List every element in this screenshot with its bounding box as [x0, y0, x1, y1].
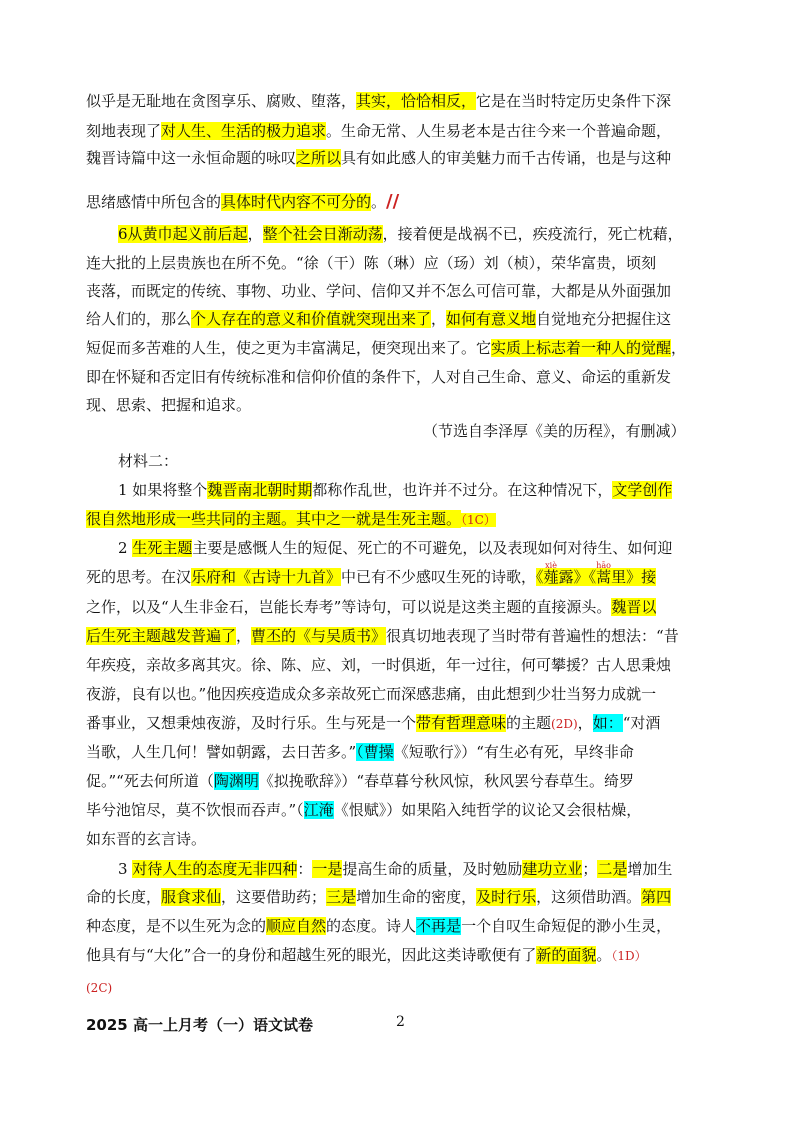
text-line: [86, 712, 660, 735]
annotation-mark: （1C）: [461, 513, 496, 527]
cyan-highlighted-text: 不再是: [416, 917, 462, 935]
text-span: 当歌，人生几何！譬如朝露，去日苦多。”: [86, 743, 357, 761]
text-span: 具有如此感人的审美魅力而千古传诵，也是与这种: [341, 149, 672, 167]
text-span: ；: [582, 860, 598, 878]
text-span: 似乎是无耻地在贪图享乐、腐败、堕落，: [86, 92, 357, 110]
annotation-mark: //: [386, 191, 400, 212]
highlighted-text: 建功立业: [522, 860, 583, 878]
text-line: [118, 223, 683, 245]
text-line: [86, 394, 251, 416]
highlighted-text: 顺应自然: [266, 917, 327, 935]
text-line: [118, 537, 672, 559]
highlighted-text: 曹丕的《与吴质书》: [251, 627, 387, 645]
text-span: 连大批的上层贵族也在所不免。“徐（干）陈（琳）应（玚）刘（桢），荣华富贵，顷刻: [86, 254, 657, 272]
highlighted-text: 整个社会日渐动荡: [262, 225, 383, 243]
text-span: ，: [577, 714, 593, 732]
text-span: ，这要借助药；: [221, 888, 327, 906]
highlighted-text: 6: [118, 225, 128, 243]
pinyin-annotation: hāo: [596, 561, 611, 570]
text-span: 丧落，而既定的传统、事物、功业、学问、信仰又并不怎么可信可靠，大都是从外面强加: [86, 282, 672, 300]
text-line: [86, 625, 679, 647]
text-span: 《短歌行》）“有生必有死，早终非命: [393, 743, 634, 761]
highlighted-text: 对人生、生活的极力追求: [161, 122, 327, 140]
text-span: 如东晋的玄言诗。: [86, 830, 207, 848]
text-span: 1 如果将整个: [118, 481, 208, 499]
text-line: [86, 280, 671, 302]
text-span: “对酒: [622, 714, 661, 732]
pinyin-annotation: xiè: [545, 561, 557, 570]
text-line: [86, 654, 671, 676]
text-line: [86, 799, 641, 821]
text-line: [86, 944, 647, 967]
text-span: 年疾疫，亲故多离其灾。徐、陈、应、刘，一时俱逝，年一过往，何可攀援？古人思秉烛: [86, 656, 672, 674]
text-span: ，这须借助酒。: [536, 888, 642, 906]
text-line: [86, 90, 671, 112]
text-span: 。: [371, 193, 387, 211]
highlighted-text: 魏晋以: [611, 598, 657, 616]
cyan-highlighted-text: 陶渊明: [213, 772, 259, 790]
highlighted-text: 接: [641, 568, 657, 586]
highlighted-text: 具体时代内容不可分的: [221, 193, 372, 211]
highlighted-text: 个人存在的意义和价值就突现出来了: [191, 310, 432, 328]
text-line: [423, 420, 686, 442]
text-span: 夜游，良有以也。”他因疾疫造成众多亲故死亡而深感悲痛，由此想到少壮当努力成就一: [86, 685, 657, 703]
text-line: [86, 120, 671, 142]
text-span: 中已有不少感叹生死的诗歌，: [341, 568, 537, 586]
highlighted-text: 及时行乐: [476, 888, 537, 906]
cyan-highlighted-text: 如：: [592, 714, 623, 732]
text-span: 刻地表现了: [86, 122, 162, 140]
text-span: 自觉地充分把握住这: [536, 310, 672, 328]
text-line: [86, 366, 671, 388]
highlighted-text: 后生死主题越发普遍了: [86, 627, 237, 645]
text-span: ，: [671, 339, 687, 357]
text-span: 魏晋诗篇中这一永恒命题的咏叹: [86, 149, 297, 167]
highlighted-text: 从黄巾起义前后起: [127, 225, 248, 243]
text-line: [86, 886, 671, 908]
text-span: 主要是感慨人生的短促、死亡的不可避免，以及表现如何对待生、如何迎: [192, 539, 673, 557]
text-span: 给人们的，那么: [86, 310, 192, 328]
text-line: [86, 976, 112, 999]
text-line: [86, 828, 206, 850]
text-span: （节选自李泽厚《美的历程》，有删减）: [423, 422, 686, 440]
text-line: [86, 308, 671, 330]
text-span: 它是在当时特定历史条件下深: [476, 92, 672, 110]
highlighted-text: 魏晋南北朝时期: [207, 481, 313, 499]
text-span: 3: [118, 860, 133, 878]
highlighted-text: 文学创作: [612, 481, 673, 499]
page-number: 2: [396, 1014, 405, 1030]
annotation-mark: (2D): [551, 717, 578, 731]
text-span: 提高生命的质量，及时勉励: [342, 860, 523, 878]
highlighted-text: 乐府和《古诗十九首》: [191, 568, 342, 586]
text-span: ，: [236, 627, 252, 645]
text-line: [86, 915, 671, 937]
text-line: [86, 683, 656, 705]
highlighted-text: 新的面貌: [536, 946, 597, 964]
text-span: 《恨赋》）如果陷入纯哲学的议论又会很枯燥，: [333, 801, 642, 819]
highlighted-text: 二是: [597, 860, 628, 878]
text-line: [118, 450, 178, 472]
highlighted-text: 其实，恰恰相反，: [356, 92, 477, 110]
text-span: 增加生: [627, 860, 673, 878]
highlighted-text: 很自然地形成一些共同的主题。其中之一就是生死主题。: [86, 510, 462, 528]
text-span: 一个自叹生命短促的渺小生灵，: [461, 917, 672, 935]
text-span: 番事业，又想秉烛夜游，及时行乐。生与死是一个: [86, 714, 417, 732]
text-span: ：: [297, 860, 313, 878]
text-line: [86, 337, 686, 359]
text-line: [86, 147, 671, 169]
text-span: 促。”“死去何所道（: [86, 772, 214, 790]
text-span: 死的思考。在汉: [86, 568, 192, 586]
text-line: [86, 596, 656, 618]
text-line: [118, 858, 672, 880]
text-line: [86, 191, 399, 213]
text-span: 都称作乱世，也许并不过分。在这种情况下，: [312, 481, 613, 499]
text-span: 。: [596, 946, 612, 964]
highlighted-text: 三是: [326, 888, 357, 906]
highlighted-text: 一是: [312, 860, 343, 878]
text-span: 他具有与“大化”合一的身份和超越生死的眼光，因此这类诗歌便有了: [86, 946, 537, 964]
text-span: 。生命无常、人生易老本是古往今来一个普遍命题，: [326, 122, 672, 140]
highlighted-text: 《 xiè 薤露》《 hāo 蒿里》: [536, 568, 641, 586]
text-line: [86, 252, 656, 274]
text-span: ，: [247, 225, 263, 243]
text-line: [118, 479, 672, 501]
text-span: 毕兮池馆尽，莫不饮恨而吞声。”（: [86, 801, 304, 819]
text-span: 的态度。诗人: [326, 917, 417, 935]
highlighted-text: 带有哲理意味: [416, 714, 507, 732]
text-span: 现、思索、把握和追求。: [86, 396, 252, 414]
text-line: [86, 741, 634, 763]
annotation-mark: （1D）: [611, 949, 647, 963]
highlighted-text: 如何有意义地: [446, 310, 537, 328]
text-span: 2: [118, 539, 133, 557]
text-span: 思绪感情中所包含的: [86, 193, 222, 211]
text-span: 增加生命的密度，: [356, 888, 477, 906]
text-line: [86, 508, 496, 531]
text-span: 之作，以及“人生非金石，岂能长寿考”等诗句，可以说是这类主题的直接源头。: [86, 598, 612, 616]
text-span: 短促而多苦难的人生，使之更为丰富满足，便突现出来了。它: [86, 339, 492, 357]
cyan-highlighted-text: （曹操: [356, 743, 394, 761]
highlighted-text: 第四: [641, 888, 672, 906]
text-span: 种态度，是不以生死为念的: [86, 917, 267, 935]
ruby-char: hāo 蒿: [596, 566, 611, 588]
footer-title: 2025 高一上月考（一）语文试卷: [86, 1016, 313, 1034]
highlighted-text: 服食求仙: [161, 888, 222, 906]
text-span: 即在怀疑和否定旧有传统标准和信仰价值的条件下，人对自己生命、意义、命运的重新发: [86, 368, 672, 386]
highlighted-text: 之所以: [296, 149, 342, 167]
cyan-highlighted-text: 江淹: [303, 801, 334, 819]
text-span: 《拟挽歌辞》）“春草暮兮秋风惊，秋风罢兮春草生。绮罗: [258, 772, 635, 790]
text-span: ，接着便是战祸不已，疾疫流行，死亡枕藉，: [382, 225, 683, 243]
ruby-char: xiè 薤: [544, 566, 559, 588]
annotation-mark: (2C): [86, 981, 113, 995]
highlighted-text: 生死主题: [132, 539, 193, 557]
text-line: [86, 561, 657, 588]
text-span: 命的长度，: [86, 888, 162, 906]
text-span: 的主题: [506, 714, 552, 732]
highlighted-text: 对待人生的态度无非四种: [132, 860, 298, 878]
text-span: 材料二：: [118, 452, 179, 470]
highlighted-text: 实质上标志着一种人的觉醒: [491, 339, 672, 357]
text-line: [86, 770, 634, 792]
text-span: 很真切地表现了当时带有普遍性的想法：“昔: [386, 627, 679, 645]
text-span: ，: [431, 310, 447, 328]
